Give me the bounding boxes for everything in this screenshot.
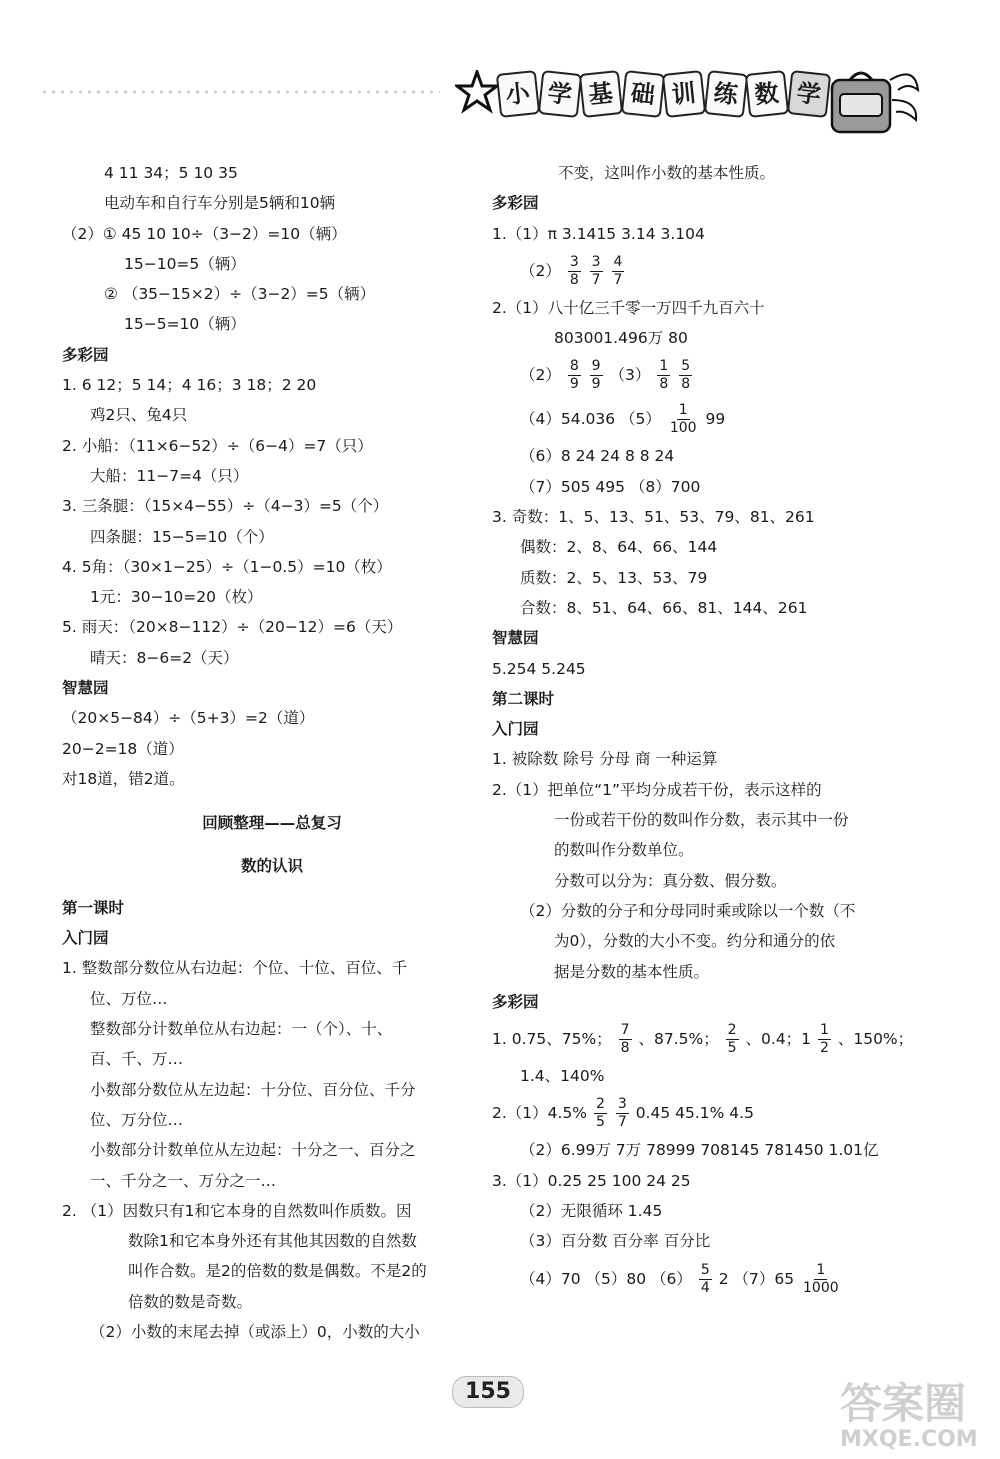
numerator: 3 — [591, 253, 601, 270]
fraction — [679, 358, 692, 393]
text-line: 3. 奇数：1、5、13、51、53、79、81、261 — [492, 508, 815, 527]
fraction — [590, 254, 603, 289]
text-fragment: （4）70 （5）80 （6） — [520, 1269, 692, 1288]
denominator: 1000 — [803, 1279, 839, 1296]
series-title-char: 基 — [579, 70, 623, 118]
text-line: 数除1和它本身外还有其他其因数的自然数 — [128, 1232, 417, 1251]
section-heading: 多彩园 — [62, 345, 109, 364]
text-line: 偶数：2、8、64、66、144 — [520, 538, 718, 557]
text-line: 3. 三条腿：（15×4−55）÷（4−3）=5（个） — [62, 497, 389, 516]
text-line: 不变，这叫作小数的基本性质。 — [558, 164, 776, 182]
series-title-char: 学 — [786, 70, 830, 118]
chapter-title: 回顾整理——总复习 — [202, 814, 342, 833]
fraction — [657, 358, 670, 393]
text-line: 2.（1）把单位“1”平均分成若干份，表示这样的 — [492, 780, 822, 799]
text-line: 位、万位… — [90, 989, 168, 1008]
text-line: 4. 5角：（30×1−25）÷（1−0.5）=10（枚） — [62, 557, 392, 576]
text-line: （7）505 495 （8）700 — [520, 477, 701, 496]
text-line: 20−2=18（道） — [62, 739, 184, 758]
text-line: （2）无限循环 1.45 — [520, 1202, 663, 1221]
text-line: （2）分数的分子和分母同时乘或除以一个数（不 — [520, 901, 856, 920]
text-line: 1. 6 12；5 14；4 16；3 18；2 20 — [62, 376, 317, 395]
denominator: 9 — [569, 376, 579, 393]
text-line: 3.（1）0.25 25 100 24 25 — [492, 1171, 691, 1190]
fraction — [699, 1262, 712, 1297]
fraction — [668, 402, 699, 437]
text-line: 倍数的数是奇数。 — [128, 1292, 253, 1311]
section-heading: 入门园 — [62, 929, 109, 948]
text-line: 质数：2、5、13、53、79 — [520, 568, 708, 587]
text-line: 1元：30−10=20（枚） — [90, 588, 263, 607]
numerator: 5 — [700, 1261, 710, 1278]
fraction — [801, 1262, 841, 1297]
section-heading: 智慧园 — [62, 679, 109, 698]
denominator: 4 — [700, 1279, 710, 1296]
denominator: 5 — [727, 1040, 737, 1057]
fraction-line — [492, 1091, 942, 1135]
right-column — [492, 158, 942, 1301]
denominator: 9 — [591, 376, 601, 393]
text-line: 的数叫作分数单位。 — [554, 841, 694, 860]
text-line: 晴天：8−6=2（天） — [90, 648, 239, 667]
fraction — [726, 1022, 739, 1057]
watermark-site: MXQE.COM — [840, 1427, 978, 1452]
numerator: 3 — [569, 253, 579, 270]
fraction-line — [492, 249, 942, 293]
star-icon — [455, 70, 499, 114]
text-line: 四条腿：15−5=10（个） — [90, 527, 274, 546]
text-line: 合数：8、51、64、66、81、144、261 — [520, 598, 808, 617]
text-line: 1.4、140% — [520, 1067, 605, 1086]
text-line: 1. 整数部分数位从右边起：个位、十位、百位、千 — [62, 959, 408, 978]
lesson-heading: 第一课时 — [62, 898, 125, 917]
numerator: 3 — [617, 1096, 627, 1113]
text-line: 15−5=10（辆） — [124, 315, 246, 334]
text-line: （2）① 45 10 10÷（3−2）=10（辆） — [62, 224, 347, 243]
section-heading: 入门园 — [492, 720, 539, 739]
text-fragment: （2） — [520, 366, 561, 385]
text-line: 5.254 5.245 — [492, 659, 586, 678]
text-line: 2.（1）八十亿三千零一万四千九百六十 — [492, 298, 765, 317]
numerator: 7 — [620, 1022, 630, 1039]
text-line: 分数可以分为：真分数、假分数。 — [554, 871, 787, 890]
denominator: 8 — [659, 376, 669, 393]
text-line: ② （35−15×2）÷（3−2）=5（辆） — [104, 285, 376, 304]
text-fragment: 、0.4；1 — [745, 1030, 812, 1049]
fraction — [612, 254, 625, 289]
text-fragment: 99 — [705, 410, 726, 429]
text-line: 803001.496万 80 — [554, 329, 688, 348]
watermark — [840, 1380, 990, 1455]
fraction — [818, 1022, 831, 1057]
series-title-char: 练 — [703, 70, 747, 118]
numerator: 8 — [569, 358, 579, 375]
text-line: 小数部分计数单位从左边起：十分之一、百分之 — [90, 1141, 416, 1160]
series-title-char: 学 — [537, 70, 581, 118]
series-title-char: 训 — [662, 70, 706, 118]
series-title — [498, 72, 828, 114]
numerator: 1 — [819, 1022, 829, 1039]
text-line: 据是分数的基本性质。 — [554, 962, 710, 981]
page-header — [0, 0, 1000, 150]
text-line: 4 11 34；5 10 35 — [104, 164, 238, 182]
chapter-subtitle: 数的认识 — [240, 856, 303, 875]
series-title-char: 础 — [620, 70, 664, 118]
text-line: 整数部分计数单位从右边起：一（个）、十、 — [90, 1020, 393, 1039]
text-line: 百、千、万… — [90, 1050, 184, 1069]
fraction-line — [492, 397, 942, 441]
numerator: 2 — [595, 1096, 605, 1113]
series-title-char: 数 — [745, 70, 789, 118]
text-line: 15−10=5（辆） — [124, 254, 246, 273]
fraction-line — [492, 1257, 942, 1301]
text-fragment: 、87.5%； — [638, 1030, 719, 1049]
denominator: 7 — [617, 1114, 627, 1131]
fraction — [594, 1096, 607, 1131]
numerator: 9 — [591, 358, 601, 375]
text-line: 2. （1）因数只有1和它本身的自然数叫作质数。因 — [62, 1201, 412, 1220]
text-fragment: 1. 0.75、75%； — [492, 1030, 612, 1049]
text-line: 叫作合数。是2的倍数的数是偶数。不是2的 — [128, 1262, 427, 1281]
text-line: 鸡2只、兔4只 — [90, 406, 188, 425]
fraction — [568, 254, 581, 289]
text-line: 一份或若干份的数叫作分数，表示其中一份 — [554, 811, 849, 830]
text-line: （20×5−84）÷（5+3）=2（道） — [62, 709, 315, 728]
fraction — [590, 358, 603, 393]
denominator: 8 — [620, 1040, 630, 1057]
text-fragment: 0.45 45.1% 4.5 — [635, 1104, 754, 1123]
denominator: 8 — [681, 376, 691, 393]
lesson-heading: 第二课时 — [492, 689, 555, 708]
text-line: （3）百分数 百分率 百分比 — [520, 1232, 711, 1251]
text-fragment: （3） — [609, 366, 651, 385]
text-fragment: （4）54.036 （5） — [520, 410, 661, 429]
fraction — [619, 1022, 632, 1057]
denominator: 5 — [595, 1114, 605, 1131]
fraction — [616, 1096, 629, 1131]
series-title-char: 小 — [496, 70, 540, 118]
text-line: 小数部分数位从左边起：十分位、百分位、千分 — [90, 1080, 416, 1099]
watermark-logo: 答案圈 — [840, 1379, 967, 1428]
dotted-line-decoration — [40, 90, 440, 94]
winged-schoolbag-icon — [820, 60, 920, 140]
page-number: 155 — [452, 1376, 524, 1408]
fraction — [568, 358, 581, 393]
text-fragment: 、150%； — [837, 1030, 914, 1049]
text-line: （2）小数的末尾去掉（或添上）0，小数的大小 — [90, 1322, 420, 1341]
text-line: 1.（1）π 3.1415 3.14 3.104 — [492, 224, 705, 243]
text-line: 电动车和自行车分别是5辆和10辆 — [104, 194, 336, 213]
text-line: 一、千分之一、万分之一… — [90, 1171, 277, 1190]
numerator: 2 — [727, 1022, 737, 1039]
left-column — [62, 158, 482, 1347]
fraction-line — [492, 1017, 942, 1061]
text-line: 大船：11−7=4（只） — [90, 466, 249, 485]
fraction-line — [492, 353, 942, 397]
text-line: 为0），分数的大小不变。约分和通分的依 — [554, 932, 836, 951]
numerator: 1 — [678, 402, 688, 419]
text-line: 位、万分位… — [90, 1110, 184, 1129]
denominator: 8 — [569, 271, 579, 288]
text-fragment: 2 （7）65 — [718, 1269, 795, 1288]
text-line: （2）6.99万 7万 78999 708145 781450 1.01亿 — [520, 1141, 879, 1160]
section-heading: 多彩园 — [492, 992, 539, 1011]
text-line: 5. 雨天：（20×8−112）÷（20−12）=6（天） — [62, 618, 403, 637]
numerator: 4 — [613, 253, 623, 270]
denominator: 7 — [613, 271, 623, 288]
denominator: 7 — [591, 271, 601, 288]
text-fragment: （2） — [520, 261, 561, 280]
text-line: 2. 小船：（11×6−52）÷（6−4）=7（只） — [62, 436, 373, 455]
numerator: 1 — [659, 358, 669, 375]
denominator: 2 — [819, 1040, 829, 1057]
denominator: 100 — [669, 420, 697, 437]
text-line: 对18道，错2道。 — [62, 769, 185, 788]
numerator: 5 — [681, 358, 691, 375]
text-fragment: 2.（1）4.5% — [492, 1104, 588, 1123]
numerator: 1 — [816, 1261, 826, 1278]
text-line: （6）8 24 24 8 8 24 — [520, 447, 675, 466]
section-heading: 智慧园 — [492, 629, 539, 648]
text-line: 1. 被除数 除号 分母 商 一种运算 — [492, 750, 718, 769]
section-heading: 多彩园 — [492, 194, 539, 213]
